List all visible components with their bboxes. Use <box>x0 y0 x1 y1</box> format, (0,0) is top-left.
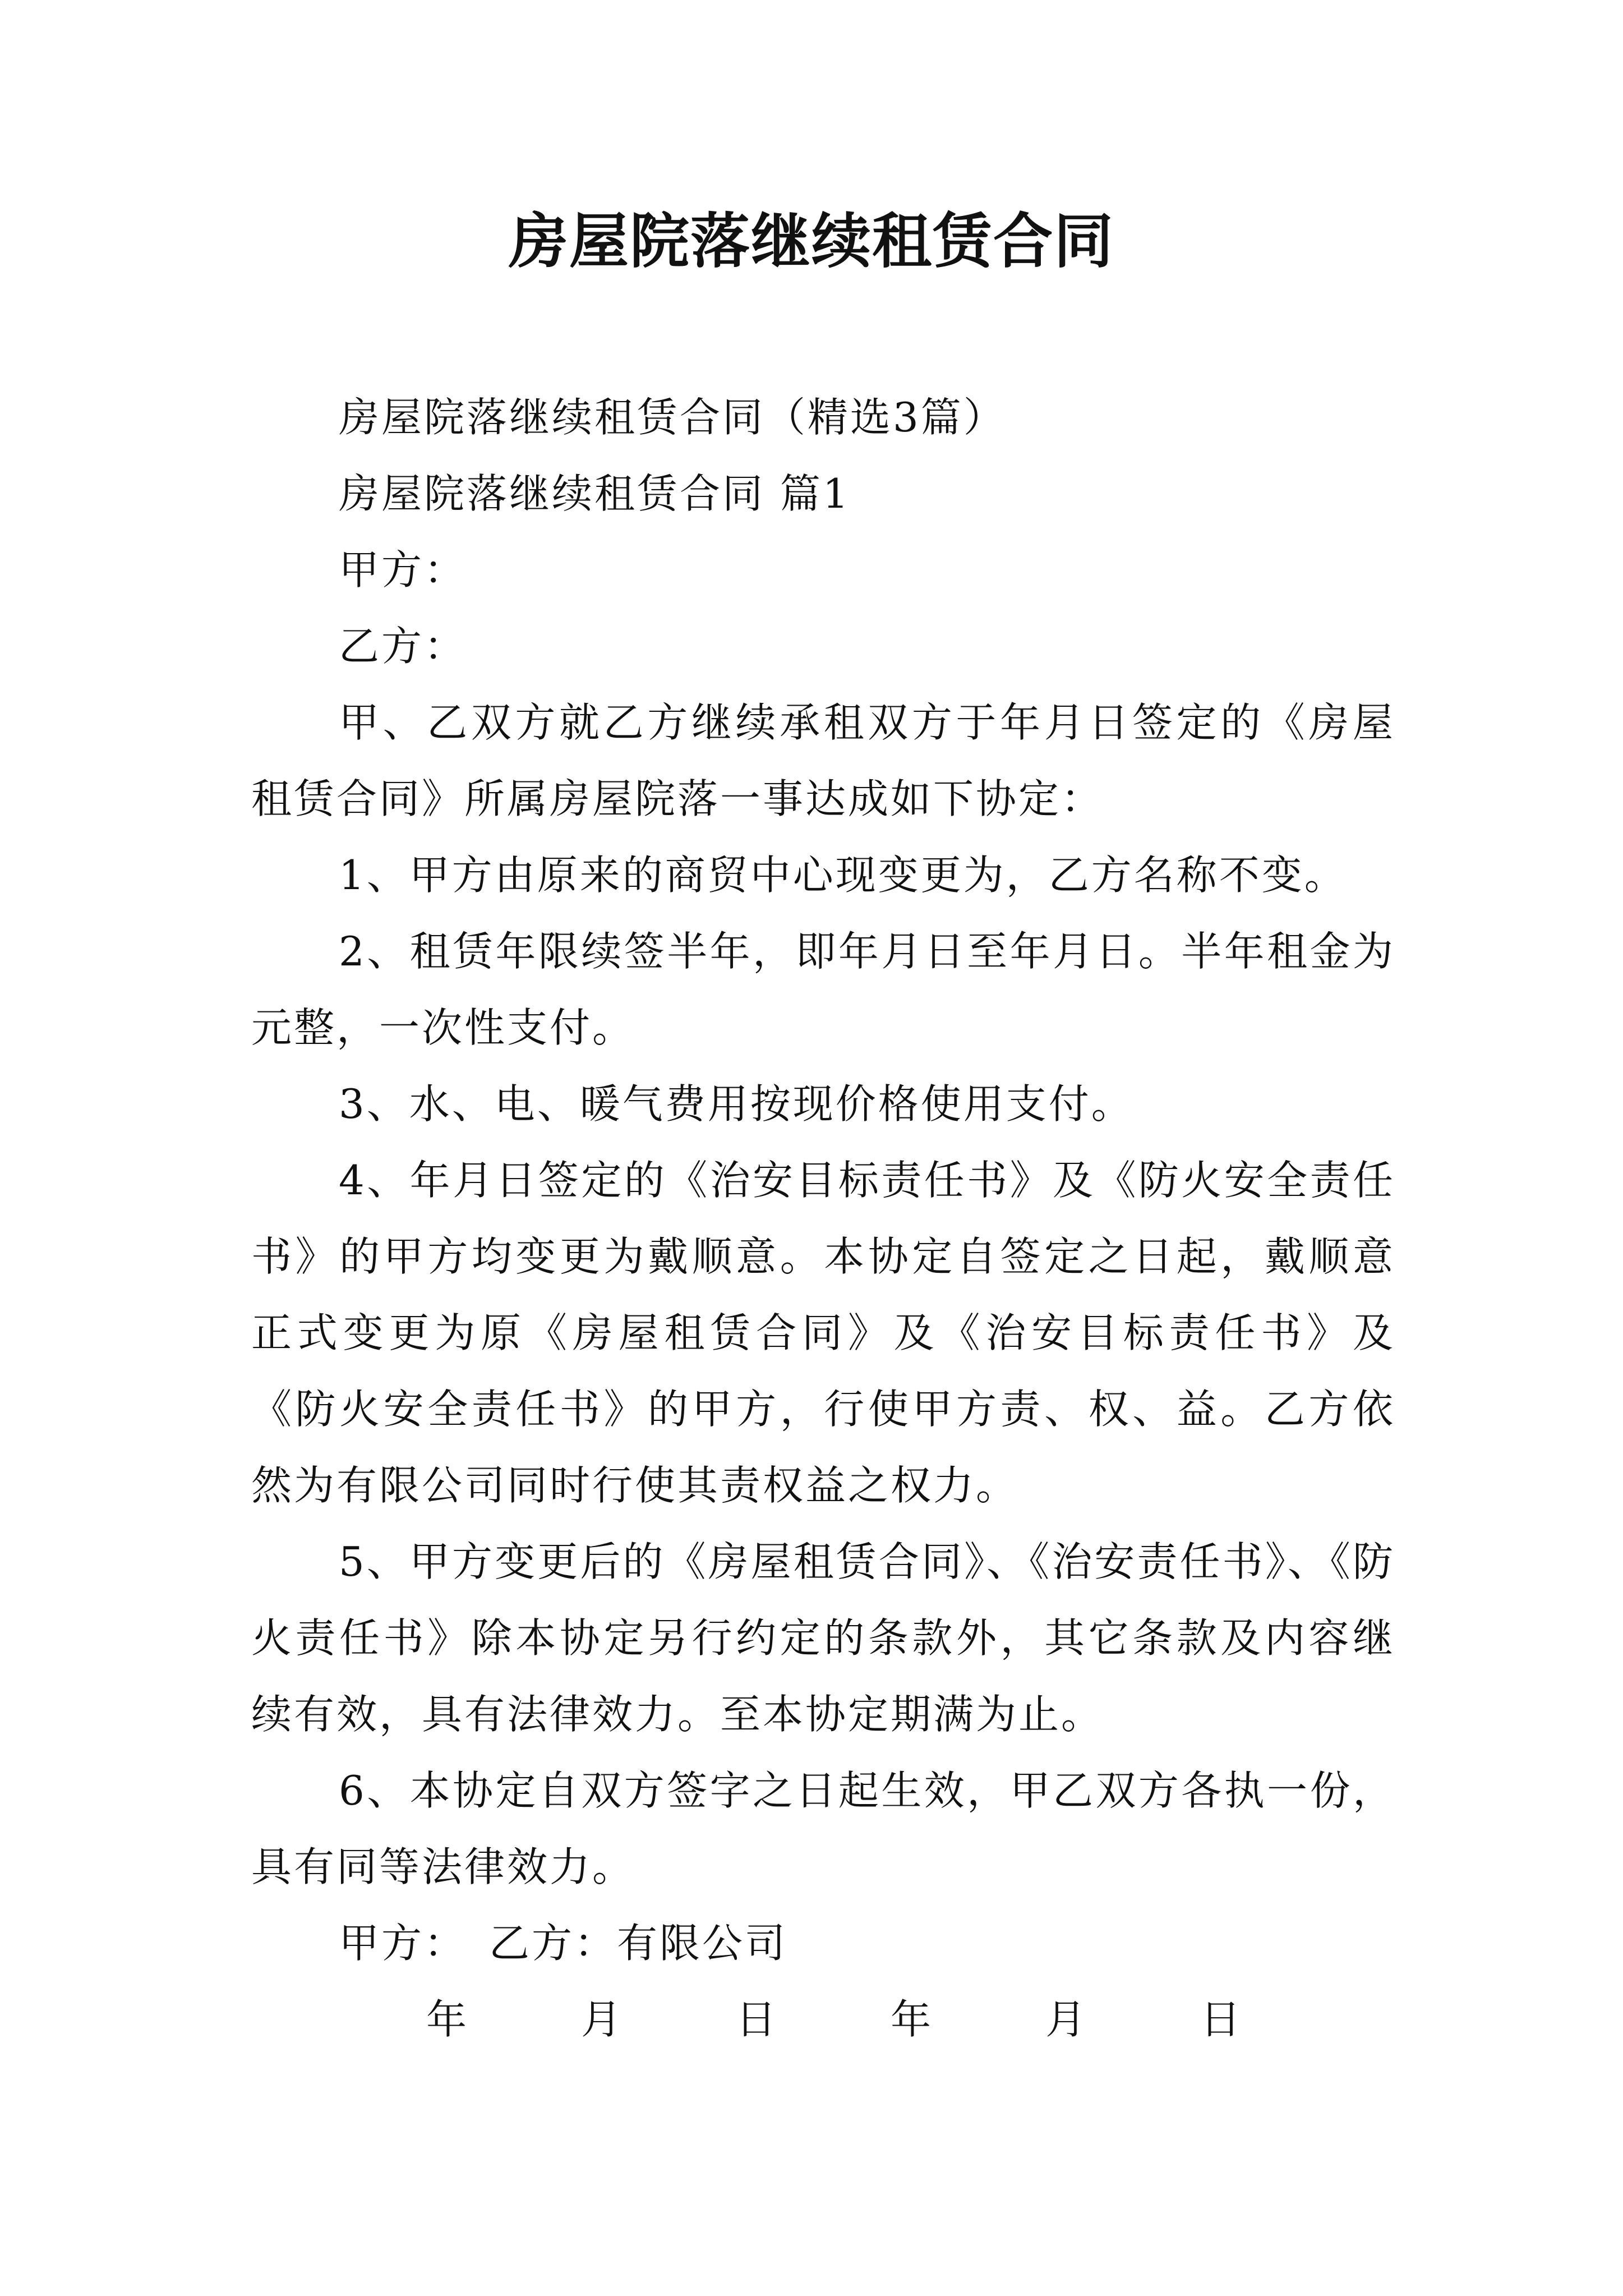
date-month-a: 月 <box>581 1996 624 2043</box>
document-subtitle: 房屋院落继续租赁合同（精选3篇） <box>339 394 1006 441</box>
section-heading: 房屋院落继续租赁合同 篇1 <box>339 470 851 517</box>
date-day-b: 日 <box>1200 1996 1243 2043</box>
date-year-a: 年 <box>426 1996 469 2043</box>
date-line <box>251 1981 1395 2058</box>
signature-party-a: 甲方： <box>339 1920 467 1967</box>
document-body <box>251 379 1395 2058</box>
paragraph-clause-4: 4、年月日签定的《治安目标责任书》及《防火安全责任书》的甲方均变更为戴顺意。本协定自签定之日起，戴顺意正式变更为原《房屋租赁合同》及《治安目标责任书》及《防火安全责任书》的甲方，行使甲方责、权、益。乙方依然为有限公司同时行使其责权益之权力。 <box>251 1157 1395 1509</box>
paragraph-clause-6: 6、本协定自双方签字之日起生效，甲乙双方各执一份，具有同等法律效力。 <box>251 1767 1395 1890</box>
document-title: 房屋院落继续租赁合同 <box>509 206 1114 276</box>
signature-party-b: 乙方：有限公司 <box>489 1920 788 1967</box>
party-a-label: 甲方： <box>339 546 467 593</box>
paragraph-clause-3: 3、水、电、暖气费用按现价格使用支付。 <box>339 1080 1134 1128</box>
party-b-label: 乙方： <box>339 623 467 670</box>
paragraph-clause-2: 2、租赁年限续签半年，即年月日至年月日。半年租金为元整，一次性支付。 <box>251 928 1395 1051</box>
paragraph-clause-1: 1、甲方由原来的商贸中心现变更为，乙方名称不变。 <box>339 852 1347 899</box>
paragraph-clause-5: 5、甲方变更后的《房屋租赁合同》、《治安责任书》、《防火责任书》除本协定另行约定的条款外，其它条款及内容继续有效，具有法律效力。至本协定期满为止。 <box>251 1538 1395 1738</box>
date-year-b: 年 <box>891 1996 934 2043</box>
date-day-a: 日 <box>736 1996 779 2043</box>
date-month-b: 月 <box>1045 1996 1089 2043</box>
paragraph-intro: 甲、乙双方就乙方继续承租双方于年月日签定的《房屋租赁合同》所属房屋院落一事达成如下协定： <box>251 699 1395 822</box>
signature-line <box>251 1905 1395 1981</box>
